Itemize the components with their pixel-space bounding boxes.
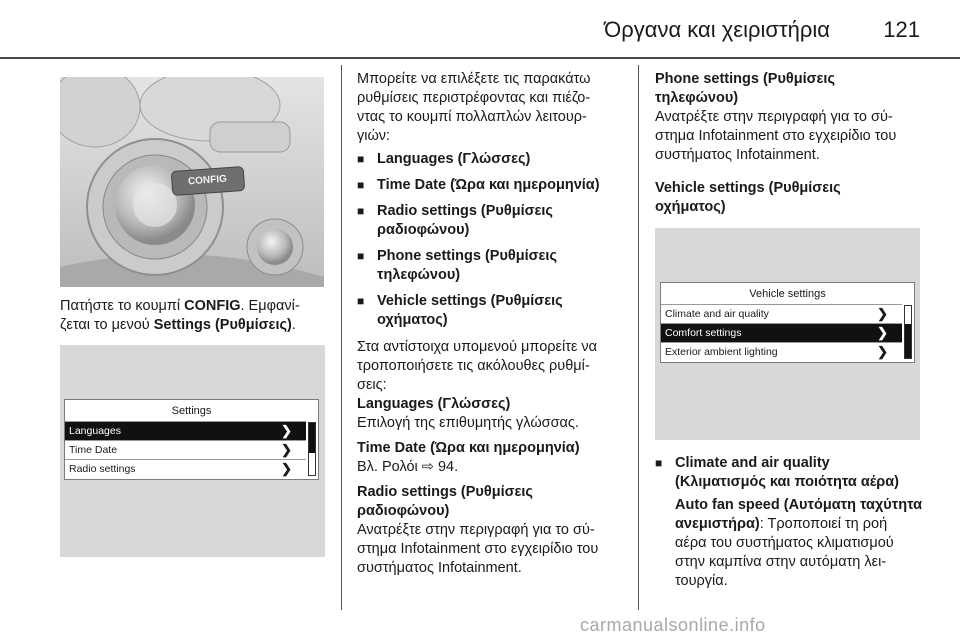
chevron-right-icon: ❯ xyxy=(877,306,888,321)
languages-heading: Languages (Γλώσσες) xyxy=(357,396,511,412)
settings-term: Settings (Ρυθμίσεις) xyxy=(153,317,292,333)
list-item: ■ Languages (Γλώσσες) xyxy=(357,150,632,169)
radio-settings-heading: Radio settings (Ρυθμίσεις ραδιοφώνου) xyxy=(357,484,533,519)
scrollbar[interactable] xyxy=(308,422,316,476)
vehicle-panel-title: Vehicle settings xyxy=(749,288,826,300)
menu-item-time-date[interactable]: Time Date ❯ xyxy=(65,440,306,459)
menu-item-comfort[interactable]: Comfort settings ❯ xyxy=(661,323,902,342)
menu-item-exterior-lighting[interactable]: Exterior ambient lighting ❯ xyxy=(661,342,902,361)
settings-panel-title: Settings xyxy=(171,405,212,417)
list-item: ■ Vehicle settings (Ρυθμίσεις οχήματος) xyxy=(357,292,632,330)
vehicle-settings-heading: Vehicle settings (Ρυθμίσεις οχήματος) xyxy=(655,180,841,215)
page-number: 121 xyxy=(883,17,920,42)
chevron-right-icon: ❯ xyxy=(877,325,888,340)
scrollbar-thumb[interactable] xyxy=(309,423,315,453)
scrollbar[interactable] xyxy=(904,305,912,359)
page-ref-icon: ⇨ xyxy=(421,459,434,475)
time-date-heading: Time Date (Ώρα και ημερομηνία) xyxy=(357,440,580,456)
header-rule xyxy=(0,57,960,59)
list-item: ■ Radio settings (Ρυθμίσεις ραδιοφώνου) xyxy=(357,202,632,240)
config-button-label: CONFIG xyxy=(187,173,228,188)
menu-item-languages[interactable]: Languages ❯ xyxy=(65,421,306,440)
column-divider-1 xyxy=(341,65,342,610)
phone-settings-heading: Phone settings (Ρυθμίσεις τηλεφώνου) xyxy=(655,71,836,106)
chevron-right-icon: ❯ xyxy=(281,423,292,438)
chevron-right-icon: ❯ xyxy=(877,344,888,359)
list-item: ■ Phone settings (Ρυθμίσεις τηλεφώνου) xyxy=(357,247,632,285)
settings-list xyxy=(357,150,632,330)
column-3-lower-text: ■ Climate and air quality (Κλιματισμός και ποιότητα αέρα) Auto fan speed (Αυτόματη ταχύτητα ανεμιστήρα): Τροποποιεί τη ροή αέρα του συστήματος κλιματισμού στην καμπίνα στην αυτόματη λει- τουργία. xyxy=(655,454,950,591)
chevron-right-icon: ❯ xyxy=(281,461,292,476)
column-divider-2 xyxy=(638,65,639,610)
menu-item-climate[interactable]: Climate and air quality ❯ xyxy=(661,304,902,323)
chevron-right-icon: ❯ xyxy=(281,442,292,457)
vehicle-settings-screen xyxy=(655,228,920,440)
column-2-text: Μπορείτε να επιλέξετε τις παρακάτω ρυθμίσεις περιστρέφοντας και πιέζο- ντας το κουμπί πολλαπλών λειτουρ- γιών: ■ Languages (Γλώσσες) ■ Time Date (Ώρα και ημερομηνία) ■ Radio settings (Ρυθμίσεις ραδιοφώνου) ■ Phone settings (Ρυθμίσεις τηλεφώνου) ■ Vehicle settings (Ρυθμίσεις οχήματος) Στα αντίστοιχα υπομενού μπορείτε να τροποποιήσετε τις ακόλουθες ρυθμί- σεις: Languages (Γλώσσες) Επιλογή της επιθυμητής γλώσσας. Time Date (Ώρα και ημερομηνία) Βλ. Ρολόι ⇨ 94. Radio settings (Ρυθμίσεις ραδιοφώνου) Ανατρέξτε στην περιγραφή για το σύ- στημα Infotainment στο εγχειρίδιο του συστήματος Infotainment. xyxy=(357,70,632,578)
list-item: ■ Climate and air quality (Κλιματισμός και ποιότητα αέρα) xyxy=(655,454,950,492)
watermark: carmanualsonline.info xyxy=(580,615,766,635)
page-header xyxy=(0,0,960,58)
config-button-photo xyxy=(60,77,324,287)
scrollbar-thumb[interactable] xyxy=(905,324,911,358)
settings-panel xyxy=(64,399,319,480)
menu-item-radio-settings[interactable]: Radio settings ❯ xyxy=(65,459,306,478)
column-1-text: Πατήστε το κουμπί CONFIG. Εμφανί- ζεται το μενού Settings (Ρυθμίσεις). xyxy=(60,298,300,333)
settings-screen xyxy=(60,345,325,557)
page-title: Όργανα και χειριστήρια xyxy=(604,17,830,42)
column-3-text: Phone settings (Ρυθμίσεις τηλεφώνου) Ανατρέξτε στην περιγραφή για το σύ- στημα Infotainment στο εγχειρίδιο του συστήματος Infotainment. Vehicle settings (Ρυθμίσεις οχήματος) xyxy=(655,70,950,223)
config-term: CONFIG xyxy=(184,298,241,314)
climate-list xyxy=(655,454,950,492)
vehicle-settings-panel xyxy=(660,282,915,363)
list-item: ■ Time Date (Ώρα και ημερομηνία) xyxy=(357,176,632,195)
